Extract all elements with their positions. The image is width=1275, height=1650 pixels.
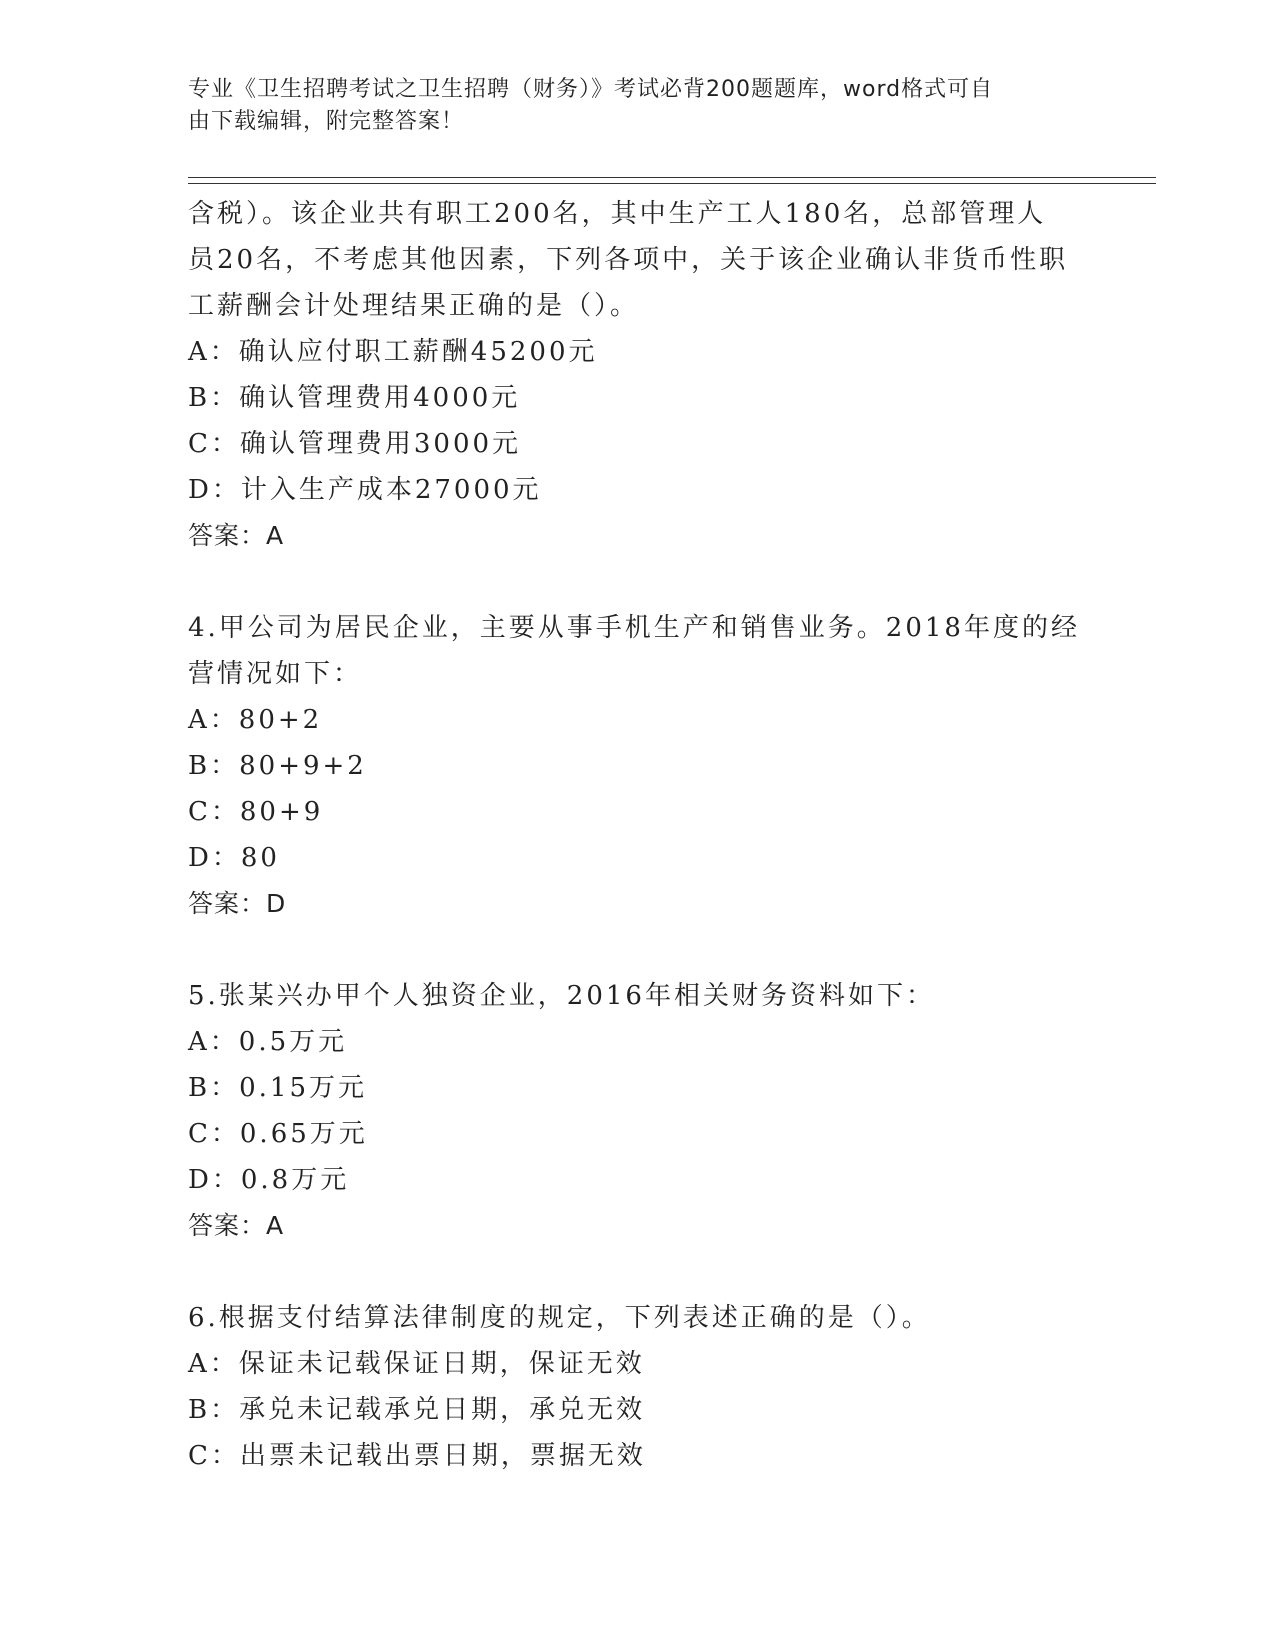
- option-d: D：0.8万元: [188, 1165, 350, 1195]
- question-text-line: 6.根据支付结算法律制度的规定，下列表述正确的是（）。: [188, 1303, 931, 1333]
- option-a: A：确认应付职工薪酬45200元: [188, 337, 598, 367]
- option-c: C：0.65万元: [188, 1119, 368, 1149]
- option-b: B：承兑未记载承兑日期，承兑无效: [188, 1395, 646, 1425]
- question-3: [188, 191, 1088, 559]
- option-a: A：80+2: [188, 705, 323, 735]
- question-text-line: 员20名，不考虑其他因素，下列各项中，关于该企业确认非货币性职: [188, 245, 1069, 275]
- question-text-line: 4.甲公司为居民企业，主要从事手机生产和销售业务。2018年度的经: [188, 613, 1080, 643]
- header-divider: [188, 177, 1156, 184]
- question-list: [188, 191, 1088, 1479]
- question-text-line: 5.张某兴办甲个人独资企业，2016年相关财务资料如下：: [188, 981, 935, 1011]
- spacer: [188, 1249, 1088, 1295]
- option-b: B：80+9+2: [188, 751, 367, 781]
- question-text-line: 营情况如下：: [188, 659, 363, 689]
- option-d: D：计入生产成本27000元: [188, 475, 542, 505]
- question-6: [188, 1295, 1088, 1479]
- option-c: C：80+9: [188, 797, 324, 827]
- option-a: A：保证未记载保证日期，保证无效: [188, 1349, 645, 1379]
- option-d: D：80: [188, 843, 280, 873]
- answer: 答案：A: [188, 521, 285, 550]
- question-4: [188, 605, 1088, 927]
- question-text-line: 含税）。该企业共有职工200名，其中生产工人180名，总部管理人: [188, 199, 1047, 229]
- option-b: B：0.15万元: [188, 1073, 367, 1103]
- answer: 答案：A: [188, 1211, 285, 1240]
- spacer: [188, 927, 1088, 973]
- answer: 答案：D: [188, 889, 287, 918]
- header-line-2: 由下载编辑，附完整答案！: [188, 109, 465, 134]
- spacer: [188, 559, 1088, 605]
- page-header: [188, 74, 1068, 138]
- header-line-1: 专业《卫生招聘考试之卫生招聘（财务）》考试必背200题题库，word格式可自: [188, 77, 994, 102]
- question-text-line: 工薪酬会计处理结果正确的是（）。: [188, 291, 640, 321]
- option-a: A：0.5万元: [188, 1027, 348, 1057]
- option-b: B：确认管理费用4000元: [188, 383, 521, 413]
- question-5: [188, 973, 1088, 1249]
- option-c: C：出票未记载出票日期，票据无效: [188, 1441, 646, 1471]
- option-c: C：确认管理费用3000元: [188, 429, 522, 459]
